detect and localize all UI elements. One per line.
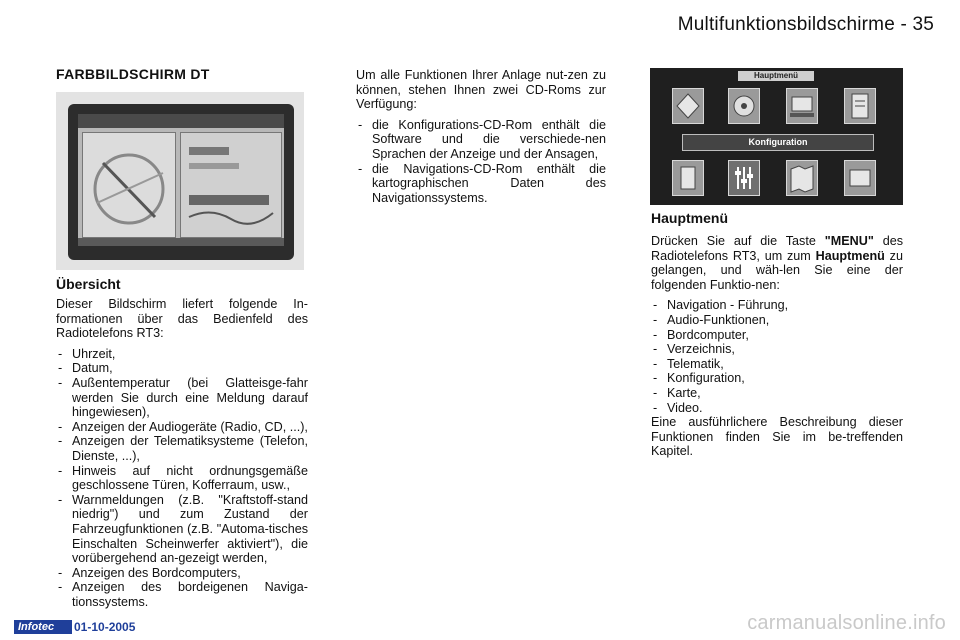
- display-photo: [56, 92, 304, 270]
- list-item: - Bordcomputer,: [651, 328, 903, 343]
- list-item: - Anzeigen des bordeigenen Naviga-tionssystems.: [56, 580, 308, 609]
- main-menu-term: Hauptmenü: [815, 248, 885, 263]
- video-icon: [844, 160, 876, 196]
- display-bottom-bar: [78, 238, 284, 246]
- telematics-icon: [672, 160, 704, 196]
- list-item: - Außentemperatur (bei Glatteisge-fahr werden Sie durch eine Meldung darauf hingewiesen),: [56, 376, 308, 420]
- display-bezel: [68, 104, 294, 260]
- list-item: - Audio-Funktionen,: [651, 313, 903, 328]
- audio-cd-icon: [728, 88, 760, 124]
- main-menu-heading: Hauptmenü: [651, 210, 728, 226]
- intro-part: des Radiotelefons RT3, um zum: [651, 234, 903, 263]
- configuration-icon: [728, 160, 760, 196]
- page-header-title: Multifunktionsbildschirme - 35: [677, 14, 934, 35]
- main-menu-list: [651, 298, 903, 415]
- list-item: - die Konfigurations-CD-Rom enthält die Software und die verschiede-nen Sprachen der Anzeige und der Ansagen,: [356, 118, 606, 162]
- main-menu-text: [651, 234, 903, 465]
- list-item: - Verzeichnis,: [651, 342, 903, 357]
- navigation-icon: [672, 88, 704, 124]
- list-item: - Warnmeldungen (z.B. "Kraftstoff-stand niedrig") und zum Zustand der Fahrzeugfunktionen (z.B. "Automa-tisches Einschalten Scheinwerfer aktiviert"), die vorübergehend an-gezeigt werden,: [56, 493, 308, 566]
- directory-icon: [844, 88, 876, 124]
- edition-date: 01-10-2005: [74, 620, 136, 634]
- list-item: - Anzeigen der Telematiksysteme (Telefon, Dienste, ...),: [56, 434, 308, 463]
- map-icon: [786, 160, 818, 196]
- list-item: - Datum,: [56, 361, 308, 376]
- cdrom-list: [356, 118, 606, 206]
- map-graphic: [83, 133, 175, 237]
- main-menu-outro: Eine ausführlichere Beschreibung dieser Funktionen finden Sie im be-treffenden Kapitel.: [651, 415, 903, 459]
- list-item: - Anzeigen des Bordcomputers,: [56, 566, 308, 581]
- display-audio-pane: [180, 132, 282, 238]
- display-screen: [78, 114, 284, 246]
- list-item: - Konfiguration,: [651, 371, 903, 386]
- brand-logo: Infotec: [14, 620, 72, 634]
- menu-selected-label: Konfiguration: [682, 134, 874, 151]
- watermark: carmanualsonline.info: [747, 612, 946, 634]
- menu-key-label: "MENU": [824, 234, 874, 248]
- list-item: - Anzeigen der Audiogeräte (Radio, CD, ...),: [56, 420, 308, 435]
- cdrom-intro: Um alle Funktionen Ihrer Anlage nut-zen zu können, stehen Ihnen zwei CD-Roms zur Verfügung:: [356, 68, 606, 112]
- audio-graphic: [181, 133, 281, 237]
- overview-intro: Dieser Bildschirm liefert folgende In-formationen über das Bedienfeld des Radiotelefons RT3:: [56, 297, 308, 341]
- cdrom-text: [356, 68, 606, 207]
- list-item: - Karte,: [651, 386, 903, 401]
- main-menu-screenshot: [650, 68, 903, 205]
- list-item: - Navigation - Führung,: [651, 298, 903, 313]
- list-item: - Hinweis auf nicht ordnungsgemäße geschlossene Türen, Kofferraum, usw.,: [56, 464, 308, 493]
- overview-heading: Übersicht: [56, 276, 121, 292]
- menu-screenshot-title: Hauptmenü: [738, 71, 814, 81]
- list-item: - die Navigations-CD-Rom enthält die kartographischen Daten des Navigationssystems.: [356, 162, 606, 206]
- overview-list: [56, 347, 308, 610]
- display-status-bar: [78, 114, 284, 128]
- intro-part: zu gelangen, und wäh-len Sie eine der folgenden Funktio-nen:: [651, 248, 903, 292]
- intro-part: Drücken Sie auf die Taste: [651, 234, 825, 248]
- main-menu-intro: [651, 234, 903, 292]
- display-map-pane: [82, 132, 176, 238]
- overview-text: [56, 297, 308, 611]
- list-item: - Video.: [651, 401, 903, 416]
- list-item: - Uhrzeit,: [56, 347, 308, 362]
- section-heading: FARBBILDSCHIRM DT: [56, 66, 210, 82]
- list-item: - Telematik,: [651, 357, 903, 372]
- computer-icon: [786, 88, 818, 124]
